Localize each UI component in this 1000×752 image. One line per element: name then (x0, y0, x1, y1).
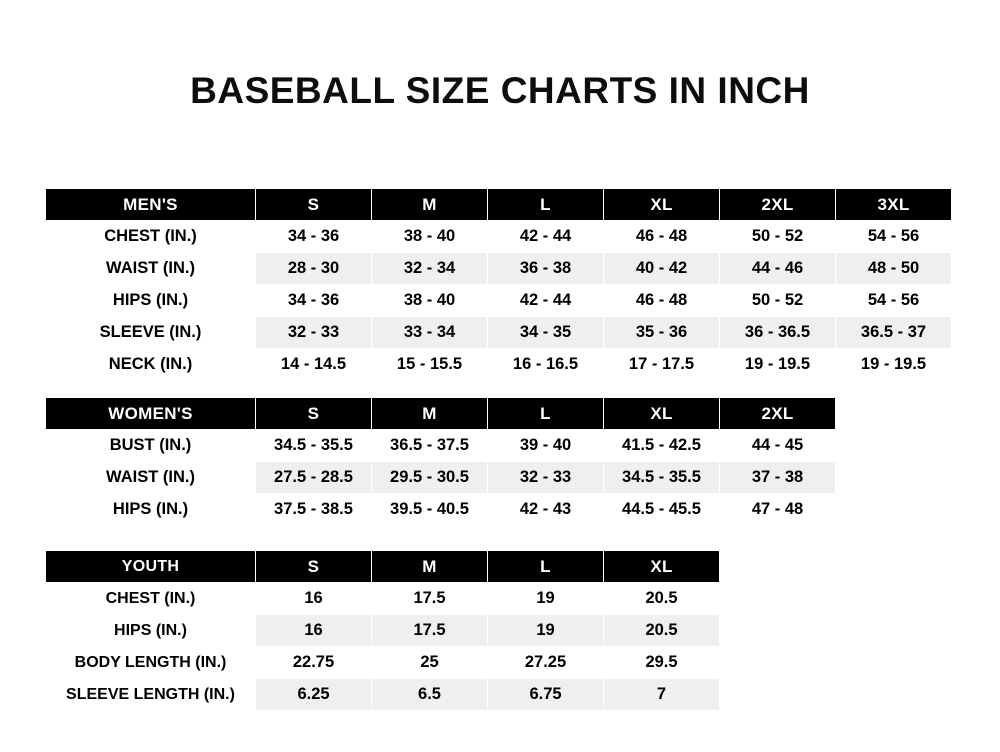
cell-value: 54 - 56 (836, 285, 952, 317)
cell-value: 25 (372, 647, 488, 679)
cell-value: 46 - 48 (604, 285, 720, 317)
cell-value: 44 - 45 (720, 430, 836, 462)
column-header-m: M (372, 551, 488, 583)
cell-value: 36.5 - 37 (836, 317, 952, 349)
cell-value: 22.75 (256, 647, 372, 679)
row-label: SLEEVE (IN.) (46, 317, 256, 349)
womens-size-table (45, 397, 836, 526)
column-header-category: WOMEN'S (46, 398, 256, 430)
cell-value: 19 (488, 615, 604, 647)
cell-value: 36 - 38 (488, 253, 604, 285)
column-header-l: L (488, 551, 604, 583)
cell-value: 44 - 46 (720, 253, 836, 285)
table-row (46, 647, 720, 679)
cell-value: 20.5 (604, 583, 720, 615)
cell-value: 37.5 - 38.5 (256, 494, 372, 526)
row-label: NECK (IN.) (46, 349, 256, 381)
cell-value: 34 - 36 (256, 285, 372, 317)
table-header-row (46, 189, 952, 221)
table-header-row (46, 551, 720, 583)
cell-value: 17.5 (372, 615, 488, 647)
cell-value: 32 - 33 (256, 317, 372, 349)
cell-value: 28 - 30 (256, 253, 372, 285)
table-header-row (46, 398, 836, 430)
cell-value: 27.5 - 28.5 (256, 462, 372, 494)
table-row (46, 583, 720, 615)
cell-value: 46 - 48 (604, 221, 720, 253)
table-row (46, 253, 952, 285)
row-label: HIPS (IN.) (46, 615, 256, 647)
page-title: BASEBALL SIZE CHARTS IN INCH (190, 70, 810, 111)
cell-value: 36 - 36.5 (720, 317, 836, 349)
cell-value: 16 (256, 615, 372, 647)
cell-value: 17.5 (372, 583, 488, 615)
column-header-xl: XL (604, 398, 720, 430)
cell-value: 50 - 52 (720, 285, 836, 317)
cell-value: 44.5 - 45.5 (604, 494, 720, 526)
cell-value: 6.5 (372, 679, 488, 711)
table-row (46, 221, 952, 253)
cell-value: 6.25 (256, 679, 372, 711)
table-row (46, 679, 720, 711)
cell-value: 7 (604, 679, 720, 711)
cell-value: 19 - 19.5 (836, 349, 952, 381)
cell-value: 16 (256, 583, 372, 615)
cell-value: 6.75 (488, 679, 604, 711)
column-header-3xl: 3XL (836, 189, 952, 221)
cell-value: 14 - 14.5 (256, 349, 372, 381)
column-header-2xl: 2XL (720, 189, 836, 221)
cell-value: 34.5 - 35.5 (604, 462, 720, 494)
row-label: CHEST (IN.) (46, 583, 256, 615)
table-row (46, 285, 952, 317)
column-header-s: S (256, 189, 372, 221)
table-row (46, 349, 952, 381)
cell-value: 38 - 40 (372, 285, 488, 317)
column-header-2xl: 2XL (720, 398, 836, 430)
table-row (46, 494, 836, 526)
cell-value: 27.25 (488, 647, 604, 679)
column-header-m: M (372, 398, 488, 430)
cell-value: 34 - 36 (256, 221, 372, 253)
row-label: HIPS (IN.) (46, 494, 256, 526)
column-header-m: M (372, 189, 488, 221)
cell-value: 50 - 52 (720, 221, 836, 253)
row-label: BODY LENGTH (IN.) (46, 647, 256, 679)
cell-value: 41.5 - 42.5 (604, 430, 720, 462)
row-label: WAIST (IN.) (46, 462, 256, 494)
cell-value: 17 - 17.5 (604, 349, 720, 381)
table-row (46, 615, 720, 647)
cell-value: 40 - 42 (604, 253, 720, 285)
cell-value: 29.5 - 30.5 (372, 462, 488, 494)
cell-value: 37 - 38 (720, 462, 836, 494)
cell-value: 38 - 40 (372, 221, 488, 253)
table-row (46, 430, 836, 462)
cell-value: 15 - 15.5 (372, 349, 488, 381)
cell-value: 32 - 34 (372, 253, 488, 285)
column-header-category: YOUTH (46, 551, 256, 583)
cell-value: 29.5 (604, 647, 720, 679)
table-row (46, 317, 952, 349)
cell-value: 39 - 40 (488, 430, 604, 462)
row-label: CHEST (IN.) (46, 221, 256, 253)
column-header-s: S (256, 551, 372, 583)
cell-value: 20.5 (604, 615, 720, 647)
column-header-xl: XL (604, 189, 720, 221)
cell-value: 39.5 - 40.5 (372, 494, 488, 526)
table-row (46, 462, 836, 494)
column-header-category: MEN'S (46, 189, 256, 221)
column-header-l: L (488, 398, 604, 430)
row-label: HIPS (IN.) (46, 285, 256, 317)
column-header-s: S (256, 398, 372, 430)
cell-value: 19 - 19.5 (720, 349, 836, 381)
cell-value: 32 - 33 (488, 462, 604, 494)
cell-value: 48 - 50 (836, 253, 952, 285)
cell-value: 36.5 - 37.5 (372, 430, 488, 462)
cell-value: 47 - 48 (720, 494, 836, 526)
cell-value: 42 - 44 (488, 221, 604, 253)
cell-value: 34 - 35 (488, 317, 604, 349)
cell-value: 35 - 36 (604, 317, 720, 349)
column-header-xl: XL (604, 551, 720, 583)
cell-value: 54 - 56 (836, 221, 952, 253)
row-label: SLEEVE LENGTH (IN.) (46, 679, 256, 711)
cell-value: 42 - 43 (488, 494, 604, 526)
cell-value: 42 - 44 (488, 285, 604, 317)
cell-value: 33 - 34 (372, 317, 488, 349)
cell-value: 19 (488, 583, 604, 615)
cell-value: 34.5 - 35.5 (256, 430, 372, 462)
mens-size-table (45, 188, 952, 381)
column-header-l: L (488, 189, 604, 221)
row-label: BUST (IN.) (46, 430, 256, 462)
row-label: WAIST (IN.) (46, 253, 256, 285)
cell-value: 16 - 16.5 (488, 349, 604, 381)
youth-size-table (45, 550, 720, 711)
